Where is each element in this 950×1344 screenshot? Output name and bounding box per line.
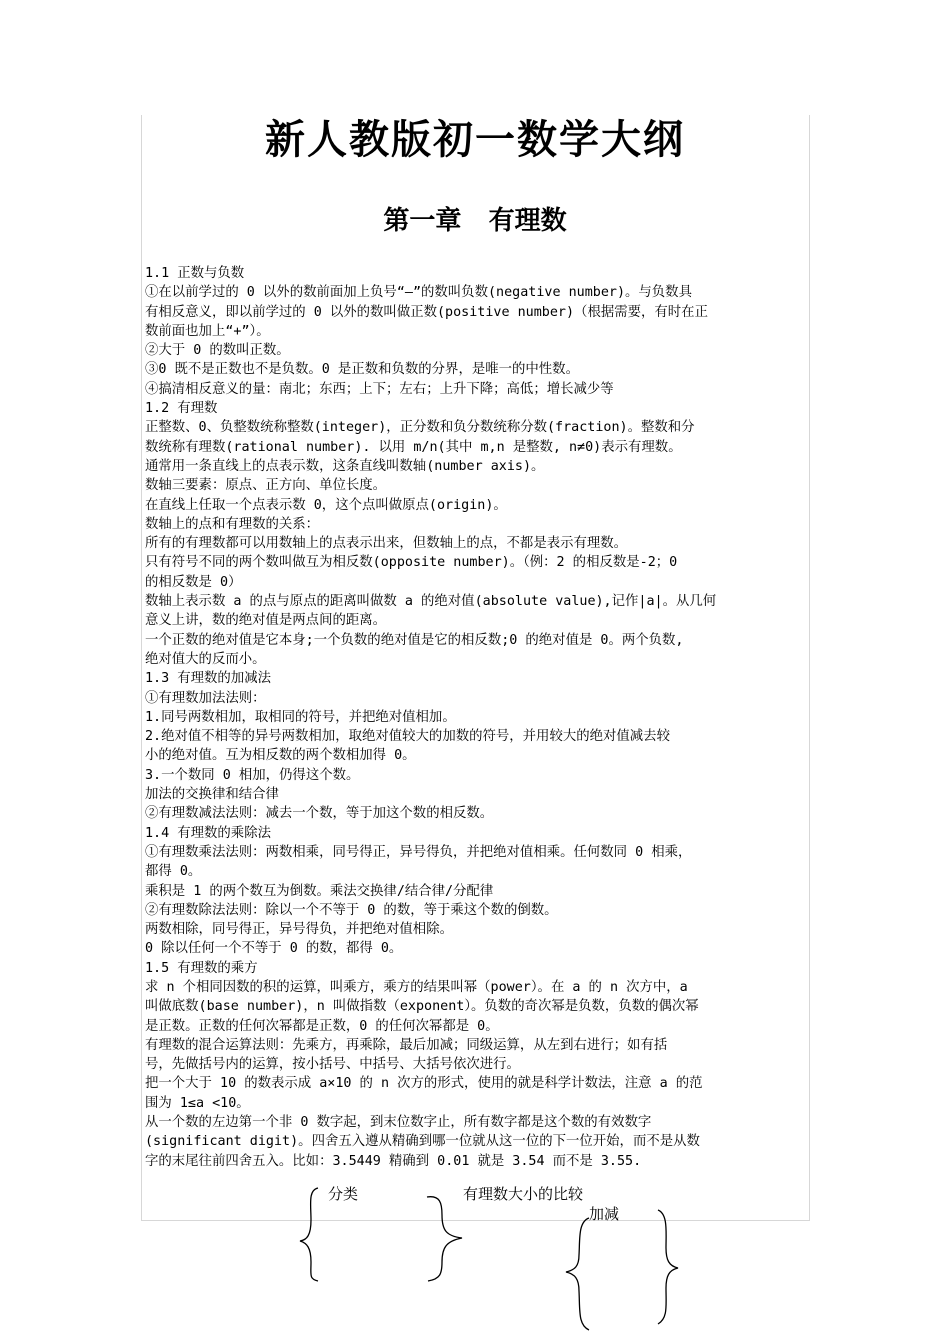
text-line: 通常用一条直线上的点表示数，这条直线叫数轴(number axis)。 — [145, 458, 545, 474]
document-title: 新人教版初一数学大纲 — [265, 117, 685, 163]
text-line: 都得 0。 — [145, 864, 202, 880]
text-line: 乘积是 1 的两个数互为倒数。乘法交换律/结合律/分配律 — [145, 883, 494, 899]
text-line: 小的绝对值。互为相反数的两个数相加得 0。 — [145, 748, 416, 764]
text-line: ①有理数加法法则： — [145, 690, 266, 706]
text-line: 两数相除，同号得正，异号得负，并把绝对值相除。 — [145, 922, 453, 938]
text-line: 把一个大于 10 的数表示成 a×10 的 n 次方的形式，使用的就是科学计数法，注意 a 的范 — [145, 1076, 703, 1092]
text-line: ②大于 0 的数叫正数。 — [145, 343, 290, 359]
text-line: 求 n 个相同因数的积的运算，叫乘方，乘方的结果叫幂（power）。在 a 的 n 次方中，a — [145, 979, 688, 995]
text-line: 数轴上的点和有理数的关系： — [145, 516, 320, 532]
label-classify: 分类 — [328, 1185, 359, 1203]
text-line: 1.3 有理数的加减法 — [145, 671, 271, 687]
text-line: 数轴上表示数 a 的点与原点的距离叫做数 a 的绝对值(absolute value),记作|a|。从几何 — [145, 594, 717, 610]
text-line: ②有理数减法法则：减去一个数，等于加这个数的相反数。 — [145, 806, 494, 822]
text-line: 数统称有理数(rational number). 以用 m/n(其中 m,n 是整数, n≠0)表示有理数。 — [145, 439, 682, 455]
text-line: 绝对值大的反而小。 — [145, 651, 266, 667]
text-line: 有相反意义，即以前学过的 0 以外的数叫做正数(positive number)（根据需要，有时在正 — [145, 304, 708, 320]
text-line: 1.同号两数相加，取相同的符号，并把绝对值相加。 — [145, 709, 456, 725]
text-line: 字的末尾往前四舍五入。比如：3.5449 精确到 0.01 就是 3.54 而不是 3.55. — [145, 1153, 642, 1169]
text-line: ①在以前学过的 0 以外的数前面加上负号“—”的数叫负数(negative number)。与负数具 — [145, 285, 692, 301]
brace-right-open — [566, 1218, 589, 1330]
label-compare: 有理数大小的比较 — [463, 1185, 584, 1203]
brace-right-close — [658, 1210, 678, 1324]
text-line: 只有符号不同的两个数叫做互为相反数(opposite number)。（例：2 的相反数是-2；0 — [145, 555, 678, 571]
text-line: 0 除以任何一个不等于 0 的数，都得 0。 — [145, 941, 403, 957]
text-line: 所有的有理数都可以用数轴上的点表示出来，但数轴上的点，不都是表示有理数。 — [145, 536, 628, 552]
text-line: 1.5 有理数的乘方 — [145, 960, 258, 976]
text-line: 正整数、0、负整数统称整数(integer)，正分数和负分数统称分数(fraction)。整数和分 — [145, 420, 695, 436]
text-line: 1.4 有理数的乘除法 — [145, 825, 271, 841]
text-line: 一个正数的绝对值是它本身;一个负数的绝对值是它的相反数;0 的绝对值是 0。两个负数, — [145, 632, 684, 648]
text-line: 在直线上任取一个点表示数 0，这个点叫做原点(origin)。 — [145, 497, 507, 513]
text-line: 2.绝对值不相等的异号两数相加，取绝对值较大的加数的符号，并用较大的绝对值减去较 — [145, 729, 670, 745]
text-line: ③0 既不是正数也不是负数。0 是正数和负数的分界，是唯一的中性数。 — [145, 362, 579, 378]
text-line: ②有理数除法法则：除以一个不等于 0 的数，等于乘这个数的倒数。 — [145, 902, 558, 918]
text-line: 有理数的混合运算法则：先乘方，再乘除，最后加减；同级运算，从左到右进行；如有括 — [145, 1037, 668, 1053]
text-line: ①有理数乘法法则：两数相乘，同号得正，异号得负，并把绝对值相乘。任何数同 0 相乘， — [145, 844, 692, 860]
text-line: 数前面也加上“+”）。 — [145, 323, 270, 339]
text-line: (significant digit)。四舍五入遵从精确到哪一位就从这一位的下一位开始，而不是从数 — [145, 1134, 700, 1150]
text-line: 意义上讲，数的绝对值是两点间的距离。 — [145, 613, 387, 629]
text-line: 1.1 正数与负数 — [145, 266, 245, 281]
text-line: 是正数。正数的任何次幂都是正数，0 的任何次幂都是 0。 — [145, 1018, 499, 1034]
text-line: 叫做底数(base number)，n 叫做指数（exponent）。负数的奇次幂是负数，负数的偶次幂 — [145, 999, 699, 1015]
text-line: 3.一个数同 0 相加，仍得这个数。 — [145, 767, 360, 783]
text-line: 加法的交换律和结合律 — [145, 787, 279, 803]
chapter-heading: 第一章 有理数 — [383, 206, 567, 236]
text-line: ④搞清相反意义的量：南北；东西；上下；左右；上升下降；高低；增长减少等 — [145, 381, 614, 397]
text-line: 的相反数是 0） — [145, 574, 242, 590]
label-addsub: 加减 — [589, 1205, 620, 1223]
text-line: 1.2 有理数 — [145, 401, 218, 417]
text-line: 围为 1≤a <10。 — [145, 1095, 250, 1111]
brace-left-close — [427, 1197, 462, 1281]
text-line: 号，先做括号内的运算，按小括号、中括号、大括号依次进行。 — [145, 1057, 520, 1073]
text-line: 从一个数的左边第一个非 0 数字起，到末位数字止，所有数字都是这个数的有效数字 — [145, 1115, 652, 1131]
brace-left-open — [300, 1188, 318, 1281]
text-line: 数轴三要素：原点、正方向、单位长度。 — [145, 478, 387, 494]
